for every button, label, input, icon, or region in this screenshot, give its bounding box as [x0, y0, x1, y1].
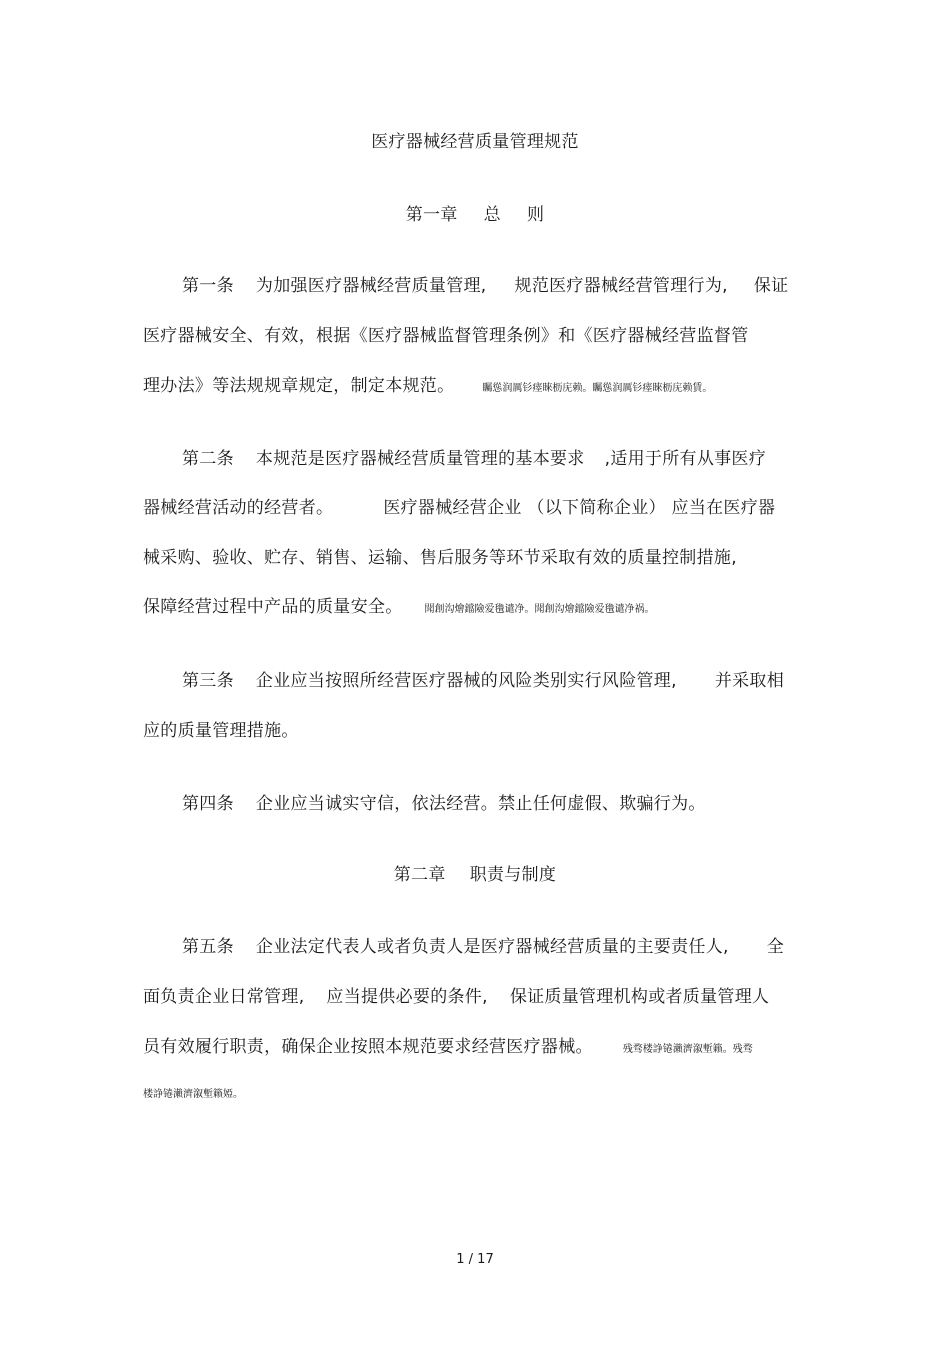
- article-2-text: ,适用于所有从事医疗: [604, 449, 767, 469]
- garbled-text: 楼諍锩瀨濟溆塹籟婭。: [143, 1089, 243, 1100]
- chapter-1-heading: [0, 204, 950, 226]
- article-4-label: 第四条: [182, 794, 234, 814]
- article-5-text: 保证质量管理机构或者质量管理人: [509, 987, 770, 1007]
- article-2-line-4: [143, 596, 655, 618]
- article-2-text: 医疗器械经营企业 （以下简称企业） 应当在医疗器: [383, 498, 776, 518]
- article-1-line-3: [143, 375, 712, 397]
- garbled-text: 聞創沟燴鐺險爱氇谴净。聞創沟燴鐺險爱氇谴净祸。: [424, 604, 655, 615]
- article-5-text: 全: [766, 937, 785, 957]
- article-4-line-1: [182, 793, 706, 815]
- chapter-2-name: 职责与制度: [469, 865, 557, 885]
- garbled-text: 矚慫润厲钐瘗睞枥庑赖。矚慫润厲钐瘗睞枥庑赖賃。: [482, 383, 713, 394]
- article-4-text: 企业应当诚实守信，依法经营。禁止任何虚假、欺骗行为。: [255, 794, 706, 814]
- article-2-label: 第二条: [182, 449, 234, 469]
- article-5-line-1: [182, 936, 784, 958]
- chapter-2-prefix: 第二章: [393, 865, 446, 885]
- article-3-line-2: 应的质量管理措施。: [143, 721, 299, 741]
- article-2-line-3: 械采购、验收、贮存、销售、运输、售后服务等环节采取有效的质量控制措施,: [143, 548, 737, 568]
- chapter-1-prefix: 第一章: [405, 205, 458, 225]
- chapter-1-word-2: 则: [526, 205, 545, 225]
- article-5-label: 第五条: [182, 937, 234, 957]
- article-3-line-1: [182, 670, 784, 692]
- article-2-line-1: [182, 448, 766, 470]
- article-1-text: 规范医疗器械经营管理行为,: [514, 276, 728, 296]
- chapter-2-heading: [0, 864, 950, 886]
- article-2-line-2: [143, 497, 775, 519]
- article-2-text: 器械经营活动的经营者。: [143, 498, 334, 518]
- article-5-text: 员有效履行职责，确保企业按照本规范要求经营医疗器械。: [143, 1037, 593, 1057]
- article-3-text: 企业应当按照所经营医疗器械的风险类别实行风险管理,: [255, 671, 677, 691]
- article-5-line-3: [143, 1036, 753, 1058]
- article-3-text: 并采取相: [714, 671, 785, 691]
- chapter-1-word-1: 总: [483, 205, 501, 225]
- document-title: 医疗器械经营质量管理规范: [371, 132, 579, 152]
- article-1-label: 第一条: [182, 276, 234, 296]
- article-1-text: 保证: [753, 276, 789, 296]
- article-1-line-1: [182, 275, 788, 297]
- page-number: 1 / 17: [456, 1252, 494, 1267]
- article-2-text: 保障经营过程中产品的质量安全。: [143, 597, 403, 617]
- article-5-text: 应当提供必要的条件,: [326, 987, 488, 1007]
- article-5-text: 面负责企业日常管理,: [143, 987, 305, 1007]
- article-1-line-2: 医疗器械安全、有效，根据《医疗器械监督管理条例》和《医疗器械经营监督管: [143, 326, 749, 346]
- article-1-text: 理办法》等法规规章规定，制定本规范。: [143, 376, 455, 396]
- article-2-text: 本规范是医疗器械经营质量管理的基本要求: [255, 449, 585, 469]
- article-1-text: 为加强医疗器械经营质量管理,: [255, 276, 487, 296]
- article-5-text: 企业法定代表人或者负责人是医疗器械经营质量的主要责任人,: [255, 937, 729, 957]
- garbled-text: 残骛楼諍锩瀨濟溆塹籟。残骛: [622, 1044, 753, 1055]
- article-5-line-2: [143, 986, 769, 1008]
- article-3-label: 第三条: [182, 671, 234, 691]
